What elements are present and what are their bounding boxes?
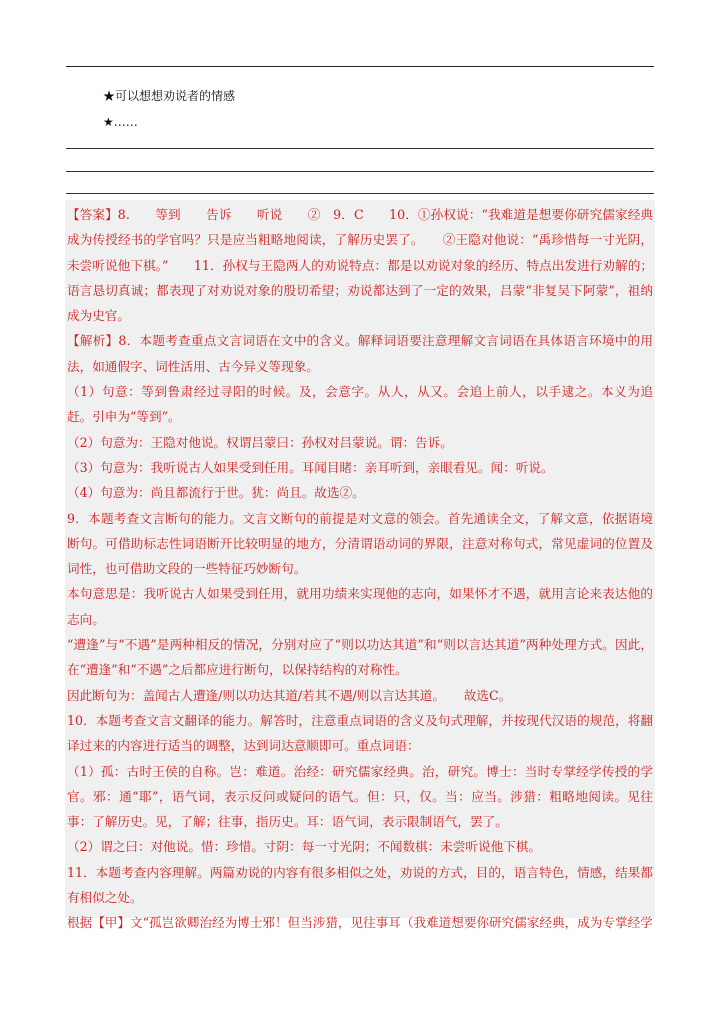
top-rule (66, 66, 654, 67)
answer-line-2 (66, 171, 654, 172)
answer-line-1 (66, 148, 654, 149)
q11-analysis: 11．本题考查内容理解。两篇劝说的内容有很多相似之处，劝说的方式，目的，语言特色，情感，结果都有相似之处。 (67, 864, 653, 906)
answer-paragraph: 【答案】8. 等到 告诉 听说 ② 9．C 10．①孙权说：“我难道是想要你研究儒家经典成为传授经书的学官吗？只是应当粗略地阅读，了解历史罢了。 ②王隐对他说：“禹珍惜每一寸光阴，未尝听说他下棋。” 11．孙权与王隐两人的劝说特点：都是以劝说对象的经历、特点出发进行劝解的；语言恳切真诚；都表现了对劝说对象的殷切希望；劝说都达到了一定的效果，吕蒙“非复吴下阿蒙”，祖纳成为史官。 (67, 207, 653, 324)
q11-jia-text: 根据【甲】文“孤岂欲卿治经为博士邪！但当涉猎，见往事耳（我难道想要你研究儒家经典，成为专掌经学 (67, 915, 653, 931)
prompt-line-2: ★…… (103, 115, 138, 129)
analysis-intro-paragraph: 【解析】8．本题考查重点文言词语在文中的含义。解释词语要注意理解文言词语在具体语言环境中的用法，如通假字、词性活用、古今异义等现象。 (67, 333, 653, 374)
q9-analysis: 9．本题考查文言断句的能力。文言文断句的前提是对文意的领会。首先通读全文，了解文意，依据语境断句。可借助标志性词语断开比较明显的地方，分清谓语动词的界限，注意对称句式，常见虚词的位置及词性，也可借助文段的一些特征巧妙断句。 (67, 510, 653, 577)
q8-item-2: （2）句意为：王隐对他说。权谓吕蒙曰：孙权对吕蒙说。谓：告诉。 (67, 434, 453, 450)
q8-item-4: （4）句意为：尚且都流行于世。犹：尚且。故选②。 (67, 485, 365, 501)
q10-item-1: （1）孤：古时王侯的自称。岂：难道。治经：研究儒家经典。治，研究。博士：当时专掌经学传授的学官。邪：通“耶”，语气词，表示反问或疑问的语气。但：只，仅。当：应当。涉猎：粗略地阅读。见往事：了解历史。见，了解；往事，指历史。耳：语气词，表示限制语气，罢了。 (67, 763, 653, 830)
q9-result: 因此断句为：盖闻古人遭逢/则以功达其道/若其不遇/则以言达其道。 故选C。 (67, 687, 512, 703)
q9-meaning: 本句意思是：我听说古人如果受到任用，就用功绩来实现他的志向，如果怀才不遇，就用言论来表达他的志向。 (67, 586, 653, 627)
prompt-line-1: ★可以想想劝说者的情感 (103, 89, 236, 103)
q10-analysis: 10．本题考查文言文翻译的能力。解答时，注意重点词语的含义及句式理解，并按现代汉语的规范，将翻译过来的内容进行适当的调整，达到词达意顺即可。重点词语： (67, 712, 653, 754)
answer-analysis-box (65, 200, 655, 931)
answer-line-3 (66, 193, 654, 194)
q8-item-3: （3）句意为：我听说古人如果受到任用。耳闻目睹：亲耳听到，亲眼看见。闻：听说。 (67, 459, 554, 475)
q9-contrast: “遭逢”与“不遇”是两种相反的情况，分别对应了“则以功达其道”和“则以言达其道”两种处理方式。因此，在“遭逢”和“不遇”之后都应进行断句，以保持结构的对称性。 (67, 637, 653, 678)
q10-item-2: （2）谓之曰：对他说。惜：珍惜。寸阴：每一寸光阴；不闻数棋：未尝听说他下棋。 (67, 839, 541, 855)
q8-item-1: （1）句意：等到鲁肃经过寻阳的时候。及，会意字。从人，从又。会追上前人，以手逮之。本义为追赶。引申为“等到”。 (67, 384, 653, 425)
